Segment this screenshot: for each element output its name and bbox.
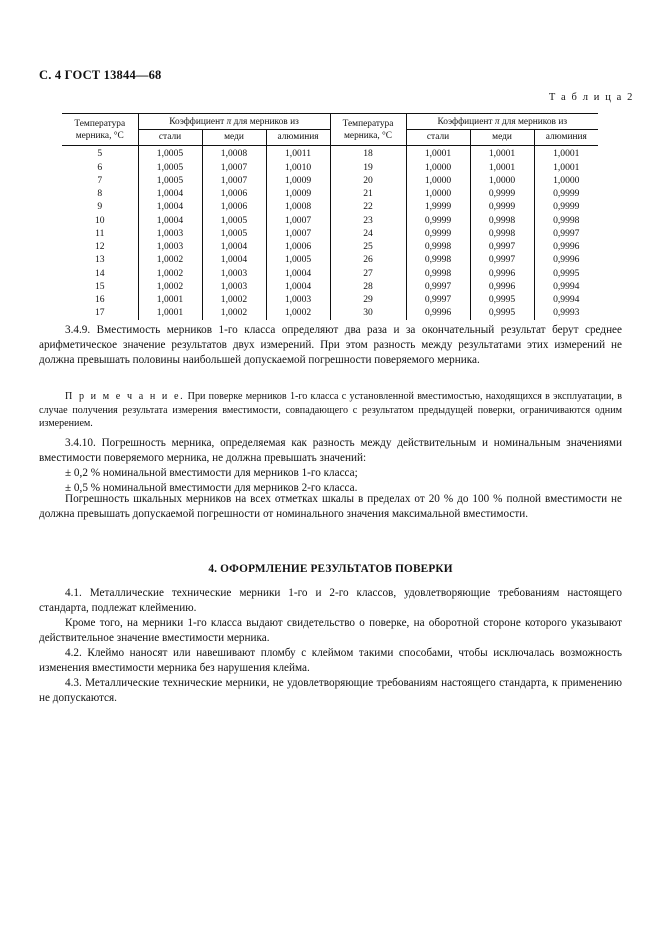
- cell-copper: 1,0004: [202, 241, 266, 254]
- clause-3-4-9-block: [39, 323, 622, 368]
- cell-temperature: 6: [97, 161, 103, 173]
- cell-temperature: 5: [97, 148, 103, 160]
- cell-temperature: 23: [330, 214, 406, 227]
- cell-aluminium: 0,9997: [534, 228, 598, 241]
- header-steel-left: стали: [138, 130, 202, 146]
- cell-aluminium: 1,0006: [266, 241, 330, 254]
- cell-steel: 0,9998: [406, 241, 470, 254]
- cell-aluminium: 1,0011: [266, 146, 330, 161]
- cell-copper: 1,0001: [470, 161, 534, 174]
- cell-aluminium: 1,0005: [266, 254, 330, 267]
- cell-steel: 1,0000: [406, 175, 470, 188]
- cell-aluminium: 1,0002: [266, 307, 330, 320]
- cell-aluminium: 0,9998: [534, 214, 598, 227]
- cell-copper: 1,0001: [470, 146, 534, 161]
- cell-aluminium: 0,9999: [534, 201, 598, 214]
- cell-steel: 1,0002: [138, 254, 202, 267]
- cell-temperature: 21: [330, 188, 406, 201]
- cell-steel: 1,0001: [138, 294, 202, 307]
- cell-temperature: 14: [94, 267, 105, 279]
- cell-copper: 1,0004: [202, 254, 266, 267]
- cell-temperature: 26: [330, 254, 406, 267]
- cell-aluminium: 0,9996: [534, 254, 598, 267]
- cell-aluminium: 0,9996: [534, 241, 598, 254]
- cell-aluminium: 1,0009: [266, 188, 330, 201]
- table-caption: Т а б л и ц а 2: [548, 92, 634, 103]
- coefficient-table-container: [62, 113, 598, 320]
- cell-copper: 1,0007: [202, 161, 266, 174]
- tolerance-class-2: ± 0,5 % номинальной вместимости для мерников 2-го класса.: [65, 481, 358, 494]
- cell-aluminium: 1,0007: [266, 228, 330, 241]
- cell-temperature: 8: [97, 188, 103, 200]
- cell-steel: 0,9999: [406, 214, 470, 227]
- cell-copper: 0,9999: [470, 188, 534, 201]
- header-steel-right: стали: [406, 130, 470, 146]
- table-row: [62, 146, 598, 161]
- cell-temperature: 19: [330, 161, 406, 174]
- cell-temperature: 30: [330, 307, 406, 320]
- note-label: П р и м е ч а н и е.: [65, 391, 185, 402]
- cell-copper: 1,0000: [470, 175, 534, 188]
- cell-temperature: 7: [97, 174, 103, 186]
- cell-steel: 1,0004: [138, 188, 202, 201]
- cell-steel: 1,0005: [138, 175, 202, 188]
- header-coefficient-right: Коэффициент π для мерников из: [406, 114, 598, 130]
- header-temperature-right: Температура мерника, °С: [330, 114, 406, 146]
- header-aluminium-left: алюминия: [266, 130, 330, 146]
- header-copper-left: меди: [202, 130, 266, 146]
- coefficient-table: [62, 113, 598, 320]
- cell-copper: 1,0005: [202, 228, 266, 241]
- clause-3-4-10-block: [39, 436, 622, 496]
- header-coefficient-left: Коэффициент π для мерников из: [138, 114, 330, 130]
- cell-aluminium: 1,0009: [266, 175, 330, 188]
- cell-temperature: 18: [330, 146, 406, 161]
- table-row: [62, 281, 598, 294]
- clause-4-3: 4.3. Металлические технические мерники, не удовлетворяющие требованиям настоящего стандарта, к применению не допускаются.: [39, 676, 622, 704]
- cell-steel: 0,9998: [406, 267, 470, 280]
- cell-steel: 1,0002: [138, 267, 202, 280]
- note-paragraph: [39, 390, 622, 431]
- table-row: [62, 294, 598, 307]
- table-row: [62, 228, 598, 241]
- table-row: [62, 307, 598, 320]
- cell-aluminium: 0,9999: [534, 188, 598, 201]
- note-block: [39, 390, 622, 431]
- clause-4-2: 4.2. Клеймо наносят или навешивают пломбу с клеймом такими способами, чтобы исключалась возможность изменения вместимости мерника без нарушения клейма.: [39, 646, 622, 674]
- cell-steel: 1,0004: [138, 201, 202, 214]
- cell-steel: 0,9996: [406, 307, 470, 320]
- clause-4-1-continued: Кроме того, на мерники 1-го класса выдают свидетельство о поверке, на оборотной стороне которого указывают действительное значение вместимости мерника.: [39, 616, 622, 644]
- table-row: [62, 254, 598, 267]
- cell-temperature: 9: [97, 201, 103, 213]
- table-row: [62, 241, 598, 254]
- cell-steel: 1,0002: [138, 281, 202, 294]
- cell-aluminium: 1,0008: [266, 201, 330, 214]
- table-row: [62, 175, 598, 188]
- cell-copper: 0,9995: [470, 294, 534, 307]
- table-row: [62, 201, 598, 214]
- table-header: [62, 114, 598, 146]
- cell-steel: 0,9997: [406, 281, 470, 294]
- cell-temperature: 15: [94, 280, 105, 292]
- cell-copper: 1,0002: [202, 307, 266, 320]
- cell-temperature: 16: [94, 294, 105, 306]
- cell-aluminium: 1,0000: [534, 175, 598, 188]
- cell-copper: 0,9997: [470, 241, 534, 254]
- cell-copper: 1,0005: [202, 214, 266, 227]
- cell-steel: 0,9999: [406, 228, 470, 241]
- cell-temperature: 27: [330, 267, 406, 280]
- cell-temperature: 24: [330, 228, 406, 241]
- cell-temperature: 22: [330, 201, 406, 214]
- cell-steel: 1,0001: [406, 146, 470, 161]
- header-aluminium-right: алюминия: [534, 130, 598, 146]
- page-header: С. 4 ГОСТ 13844—68: [39, 68, 162, 82]
- cell-temperature: 29: [330, 294, 406, 307]
- cell-copper: 1,0006: [202, 201, 266, 214]
- cell-steel: 1,0003: [138, 241, 202, 254]
- cell-copper: 1,0002: [202, 294, 266, 307]
- cell-steel: 1,0000: [406, 161, 470, 174]
- table-header-sub-row: [62, 130, 598, 146]
- cell-aluminium: 1,0001: [534, 161, 598, 174]
- section-4-title: 4. ОФОРМЛЕНИЕ РЕЗУЛЬТАТОВ ПОВЕРКИ: [208, 563, 453, 575]
- cell-aluminium: 0,9995: [534, 267, 598, 280]
- cell-temperature: 28: [330, 281, 406, 294]
- cell-copper: 0,9998: [470, 228, 534, 241]
- cell-temperature: 17: [94, 307, 105, 319]
- cell-steel: 1,0003: [138, 228, 202, 241]
- table-body: [62, 146, 598, 320]
- cell-steel: 1,0001: [138, 307, 202, 320]
- cell-steel: 1,9999: [406, 201, 470, 214]
- cell-copper: 0,9996: [470, 267, 534, 280]
- table-row: [62, 161, 598, 174]
- cell-aluminium: 0,9994: [534, 294, 598, 307]
- cell-steel: 0,9998: [406, 254, 470, 267]
- table-row: [62, 267, 598, 280]
- cell-aluminium: 1,0010: [266, 161, 330, 174]
- table-row: [62, 214, 598, 227]
- clause-scale-accuracy: Погрешность шкальных мерников на всех отметках шкалы в пределах от 20 % до 100 % полной вместимости не должна превышать допускаемой погрешности от номинального значения максимальной вместимости.: [39, 493, 622, 520]
- cell-temperature: 11: [95, 227, 105, 239]
- cell-aluminium: 1,0003: [266, 294, 330, 307]
- cell-copper: 0,9996: [470, 281, 534, 294]
- cell-temperature: 10: [94, 214, 105, 226]
- section-4-body: [39, 586, 622, 706]
- cell-copper: 1,0008: [202, 146, 266, 161]
- cell-copper: 1,0006: [202, 188, 266, 201]
- cell-copper: 1,0007: [202, 175, 266, 188]
- cell-copper: 0,9997: [470, 254, 534, 267]
- cell-temperature: 12: [94, 241, 105, 253]
- cell-aluminium: 1,0004: [266, 267, 330, 280]
- cell-temperature: 20: [330, 175, 406, 188]
- cell-steel: 1,0005: [138, 146, 202, 161]
- cell-aluminium: 0,9994: [534, 281, 598, 294]
- cell-steel: 0,9997: [406, 294, 470, 307]
- cell-aluminium: 0,9993: [534, 307, 598, 320]
- clause-3-4-10: 3.4.10. Погрешность мерника, определяемая как разность между действительным и номинальным значениями вместимости поверяемого мерника, не должна превышать значений:: [39, 437, 622, 464]
- cell-temperature: 25: [330, 241, 406, 254]
- clause-3-4-9: 3.4.9. Вместимость мерников 1-го класса определяют два раза и за окончательный результат берут среднее арифметическое значение результатов двух измерений. При этом разность между результатами этих измерений не должна превышать половины наибольшей допускаемой погрешности поверяемого мерника.: [39, 324, 622, 366]
- cell-copper: 1,0003: [202, 281, 266, 294]
- cell-steel: 1,0005: [138, 161, 202, 174]
- cell-copper: 1,0003: [202, 267, 266, 280]
- note-text: При поверке мерников 1-го класса с установленной вместимостью, находящихся в эксплуатации, в случае получения результата измерения вместимости, совпадающего с результатом предыдущей поверки, ограничиваются одним измерением.: [39, 391, 622, 430]
- scale-accuracy-block: [39, 492, 622, 522]
- cell-copper: 0,9998: [470, 214, 534, 227]
- header-temperature-left: Температура мерника, °С: [62, 114, 138, 146]
- cell-steel: 1,0004: [138, 214, 202, 227]
- cell-aluminium: 1,0007: [266, 214, 330, 227]
- cell-aluminium: 1,0001: [534, 146, 598, 161]
- cell-steel: 1,0000: [406, 188, 470, 201]
- cell-copper: 0,9995: [470, 307, 534, 320]
- cell-temperature: 13: [94, 254, 105, 266]
- table-header-group-row: [62, 114, 598, 130]
- tolerance-class-1: ± 0,2 % номинальной вместимости для мерников 1-го класса;: [65, 466, 358, 479]
- cell-copper: 0,9999: [470, 201, 534, 214]
- header-copper-right: меди: [470, 130, 534, 146]
- cell-aluminium: 1,0004: [266, 281, 330, 294]
- table-row: [62, 188, 598, 201]
- clause-4-1: 4.1. Металлические технические мерники 1-го и 2-го классов, удовлетворяющие требованиям настоящего стандарта, подлежат клеймению.: [39, 587, 622, 614]
